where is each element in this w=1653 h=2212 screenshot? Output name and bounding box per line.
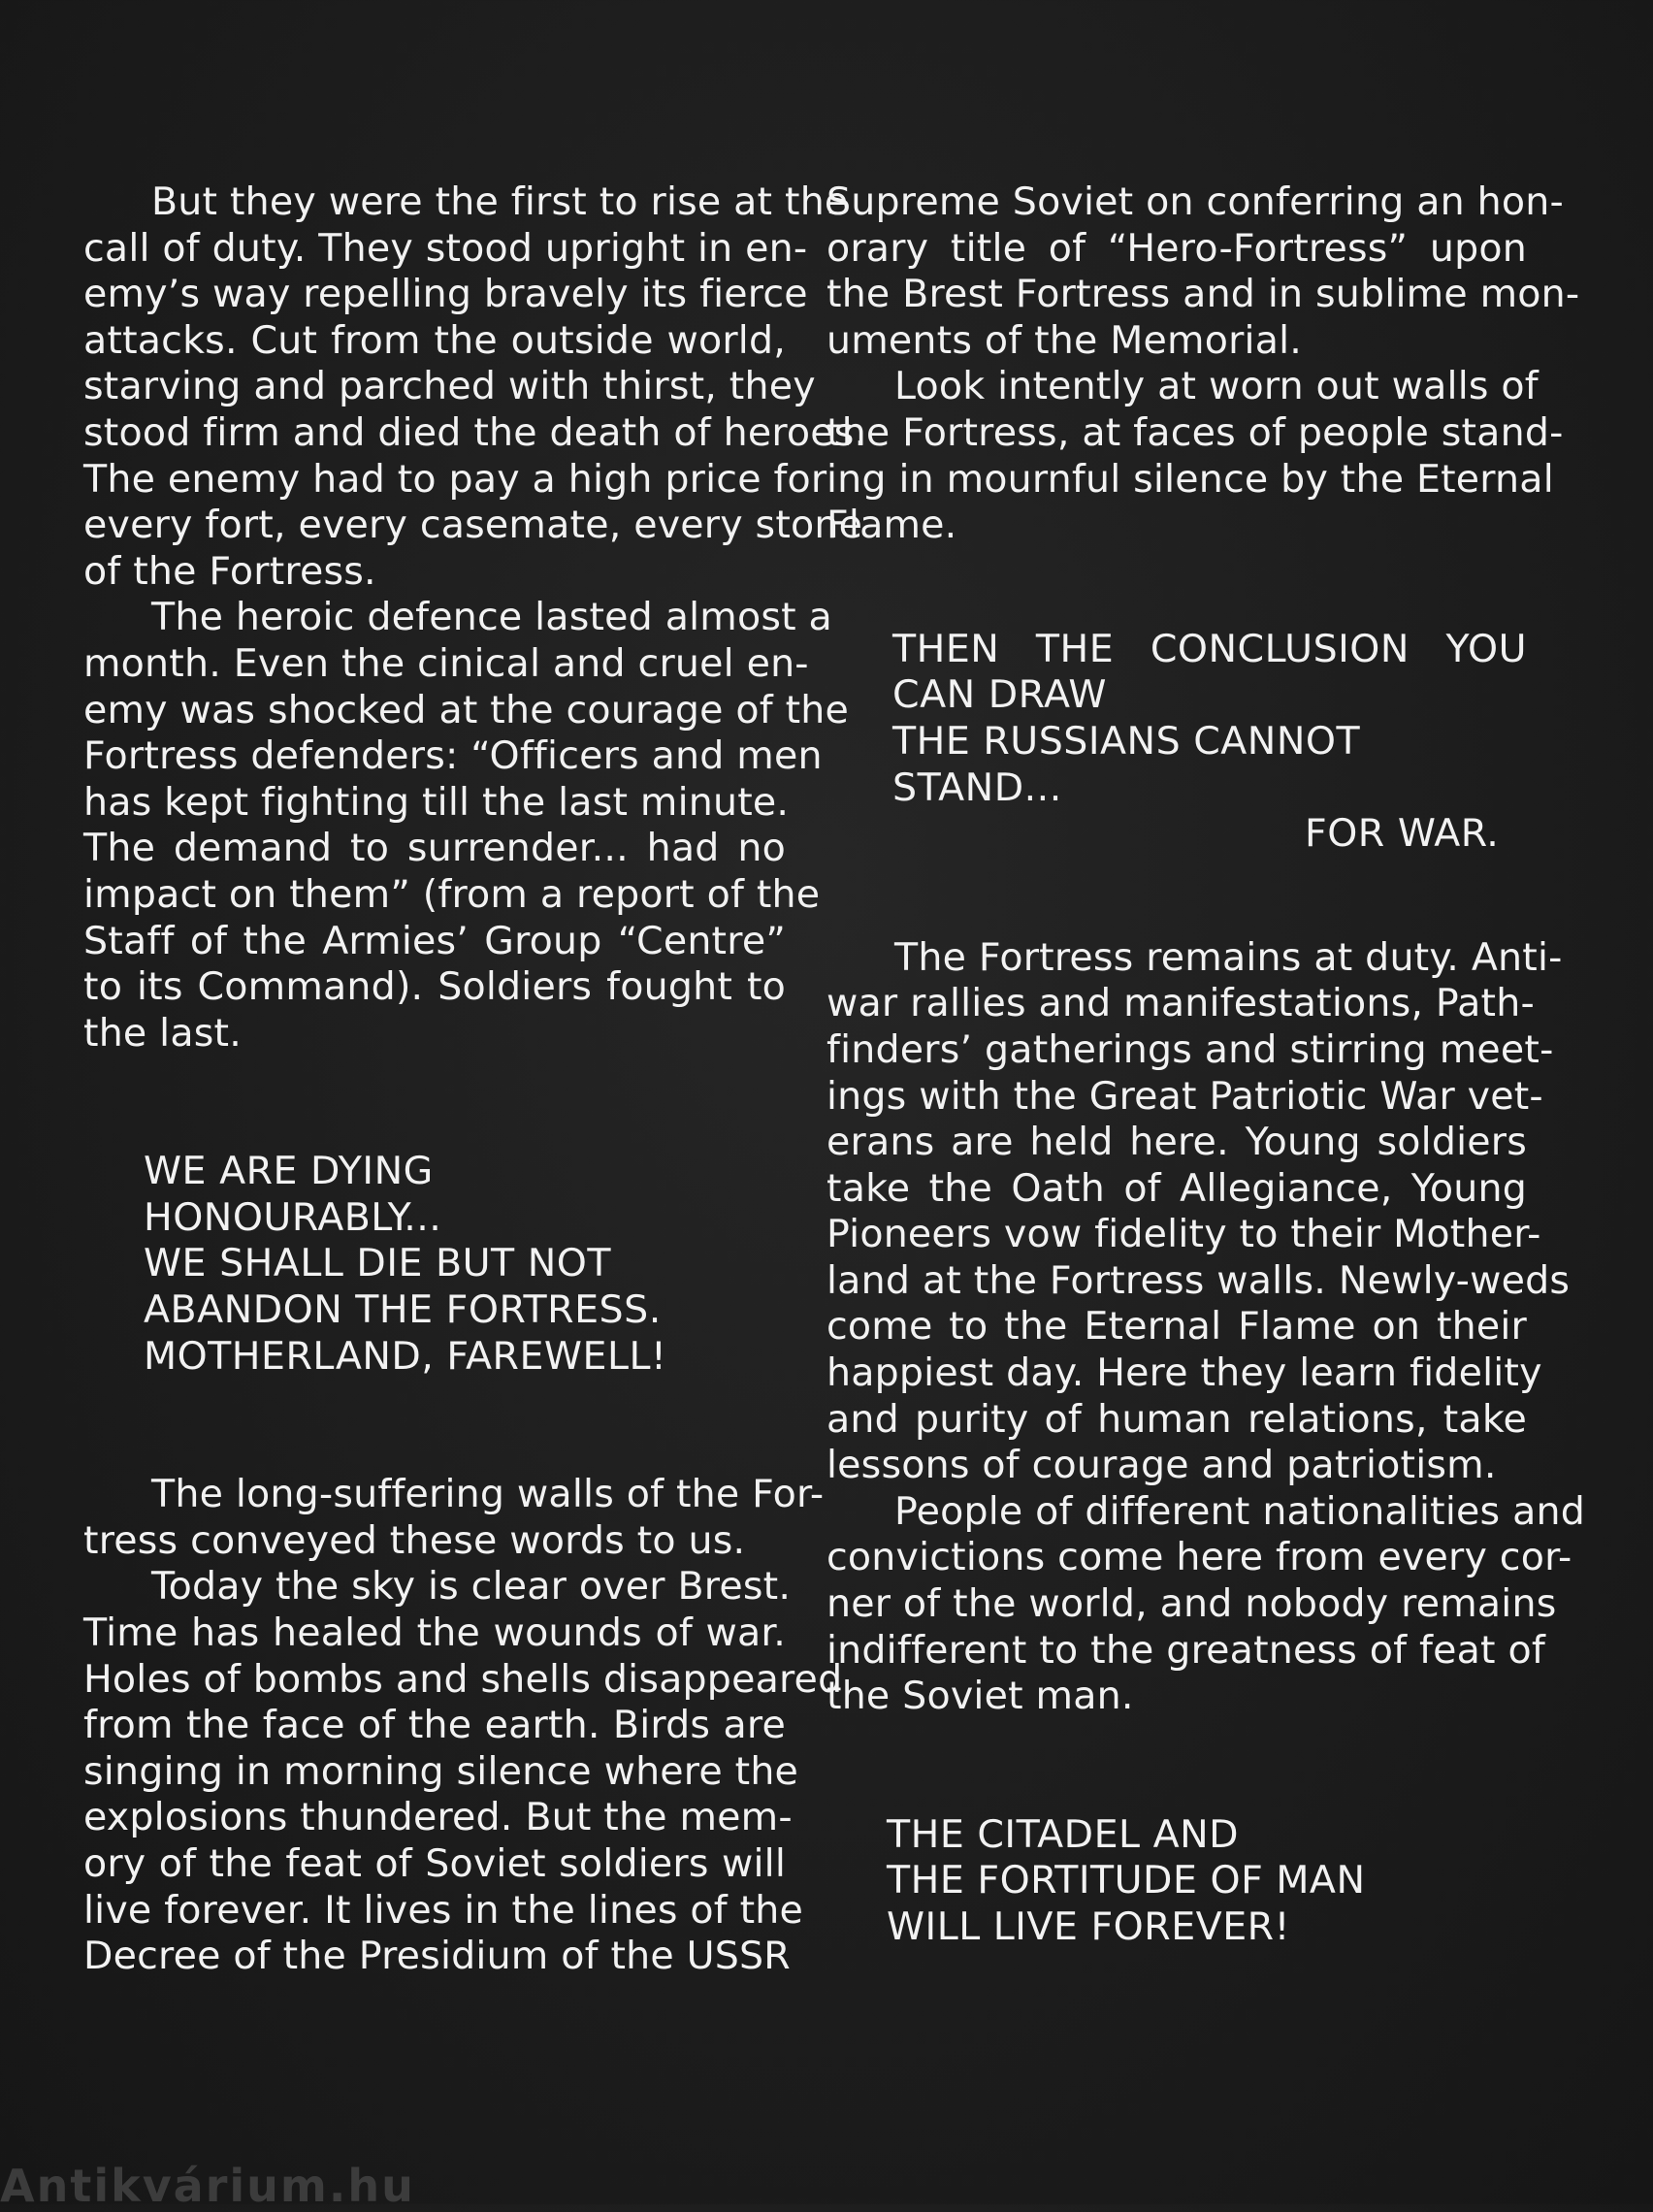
quote-line: HONOURABLY... bbox=[144, 1194, 442, 1240]
text-line: Fortress defenders: “Officers and men bbox=[83, 733, 823, 779]
text-line: the Soviet man. bbox=[826, 1674, 1134, 1719]
text-line: Holes of bombs and shells disappeared bbox=[83, 1656, 843, 1702]
paragraph-different-nationalities bbox=[826, 1488, 1585, 1720]
quote-line: WILL LIVE FOREVER! bbox=[887, 1904, 1290, 1949]
text-line: war rallies and manifestations, Path- bbox=[826, 981, 1535, 1026]
text-line: The demand to surrender... had no bbox=[83, 826, 786, 871]
text-line: finders’ gatherings and stirring meet- bbox=[826, 1026, 1554, 1072]
text-line: land at the Fortress walls. Newly-weds bbox=[826, 1257, 1571, 1303]
right-column bbox=[826, 179, 1585, 1951]
text-line: has kept fighting till the last minute. bbox=[83, 779, 790, 825]
text-line: Time has healed the wounds of war. bbox=[83, 1610, 786, 1656]
text-line: of the Fortress. bbox=[83, 548, 376, 594]
text-line: Pioneers vow fidelity to their Mother- bbox=[826, 1212, 1541, 1257]
text-line: ory of the feat of Soviet soldiers will bbox=[83, 1841, 786, 1886]
text-line: ner of the world, and nobody remains bbox=[826, 1581, 1557, 1627]
left-column bbox=[83, 179, 867, 1980]
text-line: attacks. Cut from the outside world, bbox=[83, 317, 786, 363]
watermark: Antikvárium.hu bbox=[0, 2160, 415, 2212]
text-line: tress conveyed these words to us. bbox=[83, 1517, 746, 1563]
text-line: the Fortress, at faces of people stand- bbox=[826, 409, 1564, 455]
text-line: lessons of courage and patriotism. bbox=[826, 1443, 1497, 1488]
quote-line: ABANDON THE FORTRESS. bbox=[144, 1287, 662, 1333]
text-line: call of duty. They stood upright in en- bbox=[83, 225, 808, 271]
text-line: Today the sky is clear over Brest. bbox=[151, 1564, 792, 1610]
text-line: happiest day. Here they learn fidelity bbox=[826, 1350, 1542, 1396]
text-line: ings with the Great Patriotic War vet- bbox=[826, 1073, 1543, 1119]
text-line: stood firm and died the death of heroes. bbox=[83, 409, 867, 455]
quote-line: THEN THE CONCLUSION YOU bbox=[892, 626, 1527, 671]
text-line: emy was shocked at the courage of the bbox=[83, 687, 850, 732]
text-line: erans are held here. Young soldiers bbox=[826, 1120, 1527, 1165]
text-line: orary title of “Hero-Fortress” upon bbox=[826, 225, 1527, 271]
quote-line: CAN DRAW bbox=[892, 672, 1107, 718]
text-line: Flame. bbox=[826, 503, 957, 548]
paragraph-fortress-remains bbox=[826, 934, 1571, 1489]
text-line: The heroic defence lasted almost a bbox=[151, 595, 832, 640]
text-line: the last. bbox=[83, 1010, 242, 1056]
text-line: singing in morning silence where the bbox=[83, 1748, 799, 1794]
text-line: People of different nationalities and bbox=[894, 1488, 1585, 1534]
text-line: The Fortress remains at duty. Anti- bbox=[894, 934, 1563, 980]
text-line: But they were the first to rise at the bbox=[151, 179, 849, 224]
text-line: explosions thundered. But the mem- bbox=[83, 1795, 793, 1840]
text-line: impact on them” (from a report of the bbox=[83, 871, 821, 917]
text-line: live forever. It lives in the lines of the bbox=[83, 1887, 804, 1933]
paragraph-long-suffering-walls bbox=[83, 1472, 825, 1564]
quote-dying-honourably bbox=[83, 1149, 786, 1380]
text-line: The long-suffering walls of the For- bbox=[151, 1472, 825, 1517]
text-line: Staff of the Armies’ Group “Centre” bbox=[83, 918, 786, 963]
text-line: convictions come here from every cor- bbox=[826, 1535, 1572, 1580]
text-line: The enemy had to pay a high price for bbox=[83, 456, 827, 502]
text-line: ing in mournful silence by the Eternal bbox=[826, 456, 1554, 502]
quote-line: WE SHALL DIE BUT NOT bbox=[144, 1241, 611, 1286]
quote-conclusion bbox=[826, 627, 1527, 858]
paragraph-first-to-rise bbox=[83, 179, 867, 595]
text-line: Look intently at worn out walls of bbox=[894, 364, 1539, 409]
text-line: to its Command). Soldiers fought to bbox=[83, 964, 786, 1010]
text-line: starving and parched with thirst, they bbox=[83, 364, 816, 409]
quote-line: THE RUSSIANS CANNOT bbox=[892, 718, 1361, 764]
text-line: Decree of the Presidium of the USSR bbox=[83, 1934, 791, 1979]
text-line: Supreme Soviet on conferring an hon- bbox=[826, 179, 1564, 224]
quote-line: FOR WAR. bbox=[1305, 811, 1500, 857]
text-line: and purity of human relations, take bbox=[826, 1396, 1527, 1442]
text-line: from the face of the earth. Birds are bbox=[83, 1703, 786, 1748]
quote-citadel bbox=[826, 1812, 1527, 1951]
text-line: emy’s way repelling bravely its fierce bbox=[83, 272, 808, 317]
text-line: the Brest Fortress and in sublime mon- bbox=[826, 272, 1580, 317]
quote-line: MOTHERLAND, FAREWELL! bbox=[144, 1333, 667, 1379]
quote-line: THE CITADEL AND bbox=[887, 1811, 1240, 1857]
paragraph-today-the-sky bbox=[83, 1564, 843, 1979]
paragraph-heroic-defence bbox=[83, 595, 850, 1057]
quote-line: THE FORTITUDE OF MAN bbox=[887, 1858, 1366, 1903]
quote-line: STAND... bbox=[892, 764, 1062, 810]
text-line: indifferent to the greatness of feat of bbox=[826, 1627, 1545, 1673]
paragraph-look-intently bbox=[826, 364, 1564, 548]
quote-line: WE ARE DYING bbox=[144, 1149, 434, 1194]
text-line: uments of the Memorial. bbox=[826, 317, 1303, 363]
text-line: take the Oath of Allegiance, Young bbox=[826, 1165, 1527, 1211]
text-line: month. Even the cinical and cruel en- bbox=[83, 640, 809, 686]
paragraph-supreme-soviet bbox=[826, 179, 1580, 364]
text-line: every fort, every casemate, every stone bbox=[83, 503, 863, 548]
text-line: come to the Eternal Flame on their bbox=[826, 1304, 1527, 1350]
